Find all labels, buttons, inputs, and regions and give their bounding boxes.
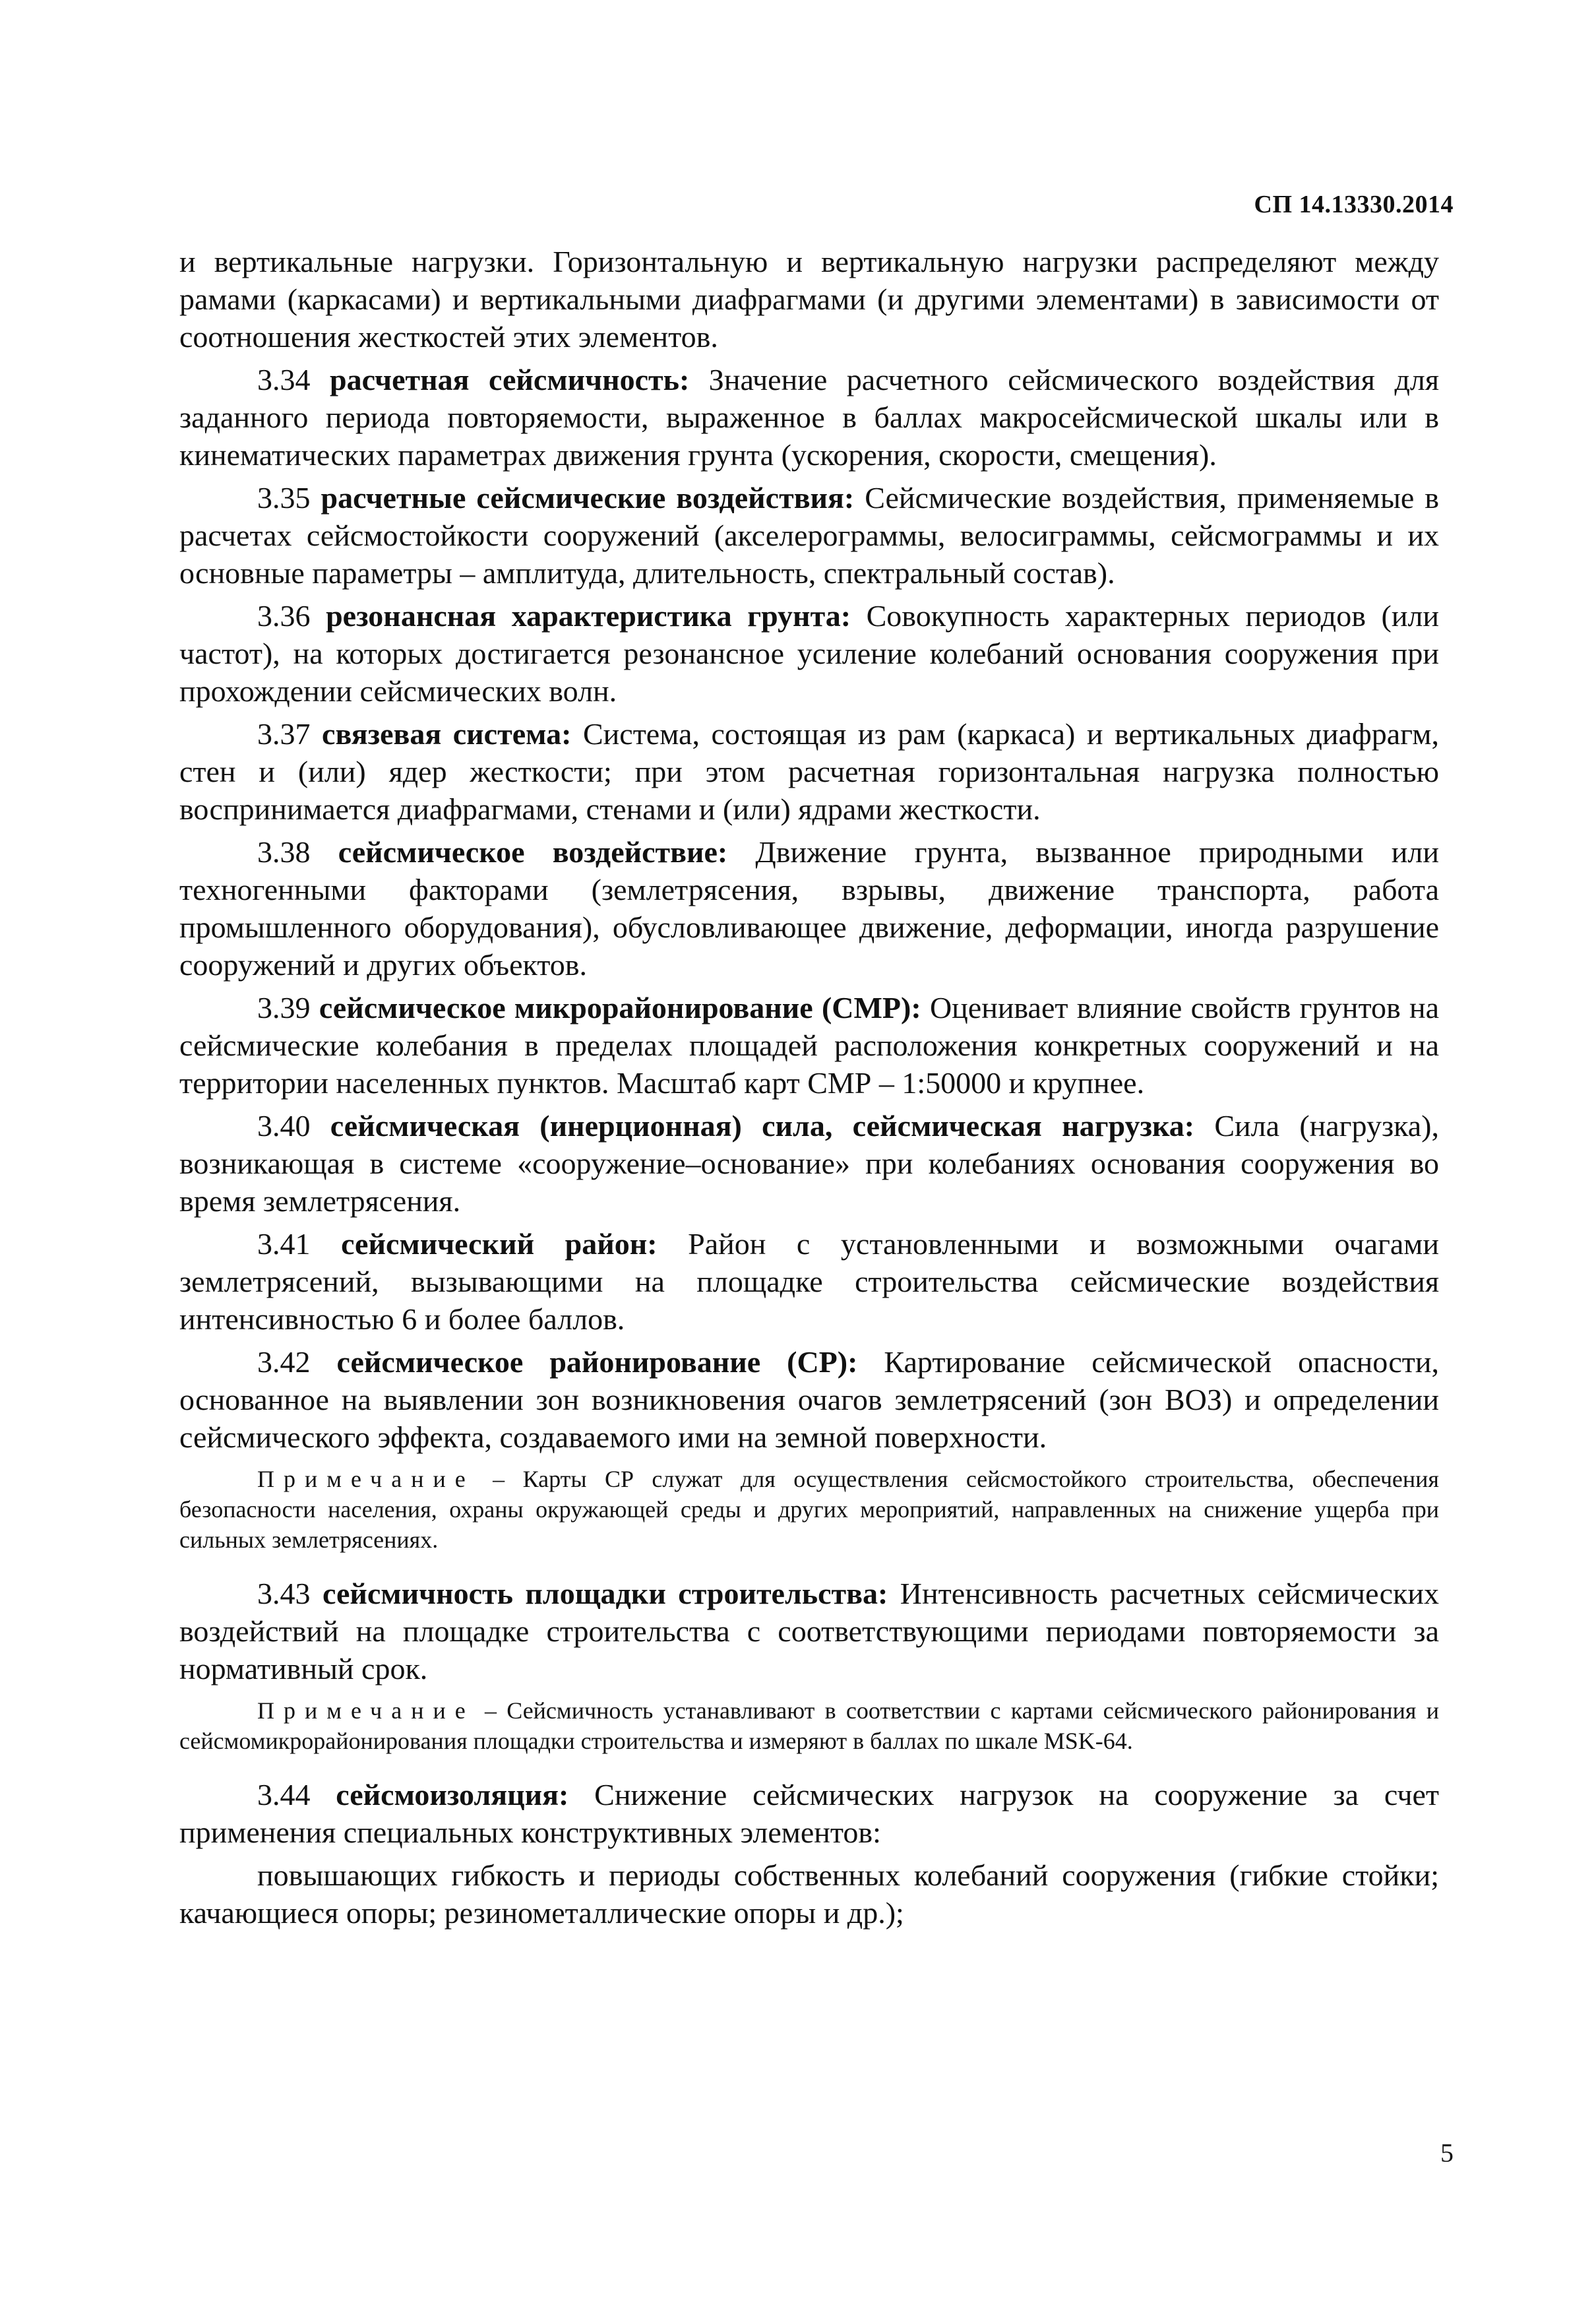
definition-3-39 (179, 989, 1439, 1102)
definition-term: сейсмоизоляция: (336, 1778, 569, 1811)
note-label: Примечание (257, 1466, 475, 1492)
note-label: Примечание (257, 1697, 475, 1724)
definition-text: Картирование сейсмической опасности, основанное на выявлении зон возникновения очагов землетрясений (зон ВОЗ) и определении сейсмического эффекта, создаваемого ими на земной поверхности. (179, 1345, 1439, 1454)
definition-term: сейсмичность площадки строительства: (322, 1577, 888, 1610)
document-body (179, 243, 1439, 1937)
definition-text: Движение грунта, вызванное природными или техногенными факторами (землетрясения, взрывы, движение транспорта, работа промышленного оборудования), обусловливающее движение, деформации, иногда разрушение сооружений и других объектов. (179, 835, 1440, 982)
definition-text: Совокупность характерных периодов (или частот), на которых достигается резонансное усиление колебаний основания сооружения при прохождении сейсмических волн. (179, 599, 1440, 708)
definition-3-38 (179, 833, 1439, 984)
definition-text: Район с установленными и возможными очагами землетрясений, вызывающими на площадке строительства сейсмические воздействия интенсивностью 6 и более баллов. (179, 1227, 1440, 1336)
definition-term: сейсмическое микрорайонирование (СМР): (319, 991, 921, 1024)
definition-term: сейсмическое воздействие: (338, 835, 728, 869)
definition-3-42 (179, 1343, 1439, 1456)
definition-term: расчетные сейсмические воздействия: (321, 481, 855, 515)
definition-number: 3.35 (257, 481, 321, 515)
definition-number: 3.36 (257, 599, 326, 633)
definition-term: сейсмическая (инерционная) сила, сейсмическая нагрузка: (330, 1109, 1195, 1143)
definition-3-41 (179, 1225, 1439, 1338)
definition-text: Система, состоящая из рам (каркаса) и вертикальных диафрагм, стен и (или) ядер жесткости; при этом расчетная горизонтальная нагрузка полностью воспринимается диафрагмами, стенами и (или) ядрами жесткости. (179, 717, 1440, 826)
definition-number: 3.42 (257, 1345, 337, 1379)
definition-text: Сила (нагрузка), возникающая в системе «сооружение–основание» при колебаниях основания сооружения во время землетрясения. (179, 1109, 1439, 1218)
definition-text: Значение расчетного сейсмического воздействия для заданного периода повторяемости, выраженное в баллах макросейсмической шкалы или в кинематических параметрах движения грунта (ускорения, скорости, смещения). (179, 363, 1440, 472)
document-code-header: СП 14.13330.2014 (1254, 191, 1454, 218)
list-item-paragraph: повышающих гибкость и периоды собственных колебаний сооружения (гибкие стойки; качающиеся опоры; резинометаллические опоры и др.); (179, 1858, 1439, 1930)
definition-number: 3.44 (257, 1778, 336, 1811)
definition-3-40 (179, 1107, 1439, 1220)
definition-text: Снижение сейсмических нагрузок на сооружение за счет применения специальных конструктивных элементов: (179, 1778, 1439, 1849)
definition-3-43 (179, 1575, 1439, 1687)
definition-3-37 (179, 715, 1439, 828)
page-number: 5 (1440, 2138, 1454, 2168)
definition-number: 3.43 (257, 1577, 322, 1610)
note-text: – Карты СР служат для осуществления сейсмостойкого строительства, обеспечения безопасности населения, охраны окружающей среды и других мероприятий, направленных на снижение ущерба при сильных землетрясениях. (179, 1466, 1439, 1553)
definition-3-44 (179, 1776, 1439, 1851)
definition-term: сейсмическое районирование (СР): (336, 1345, 858, 1379)
note-3-42 (179, 1464, 1439, 1555)
definition-number: 3.38 (257, 835, 338, 869)
definition-term: связевая система: (322, 717, 572, 751)
definition-number: 3.37 (257, 717, 322, 751)
definition-text: Интенсивность расчетных сейсмических воздействий на площадке строительства с соответствующими периодами повторяемости за нормативный срок. (179, 1577, 1440, 1685)
definition-term: расчетная сейсмичность: (330, 363, 690, 396)
note-3-43 (179, 1695, 1439, 1756)
definition-number: 3.34 (257, 363, 330, 396)
definition-number: 3.41 (257, 1227, 342, 1261)
definition-term: сейсмический район: (341, 1227, 658, 1261)
definition-number: 3.39 (257, 991, 319, 1024)
definition-3-34 (179, 361, 1439, 474)
definition-text: Сейсмические воздействия, применяемые в расчетах сейсмостойкости сооружений (акселерограммы, велосиграммы, сейсмограммы и их основные параметры – амплитуда, длительность, спектральный состав). (179, 481, 1439, 590)
definition-number: 3.40 (257, 1109, 330, 1143)
note-text: – Сейсмичность устанавливают в соответствии с картами сейсмического районирования и сейсмомикрорайонирования площадки строительства и измеряют в баллах по шкале MSK-64. (179, 1697, 1439, 1754)
definition-3-35 (179, 479, 1439, 592)
paragraph-continuation: и вертикальные нагрузки. Горизонтальную и вертикальную нагрузки распределяют между рамами (каркасами) и вертикальными диафрагмами (и другими элементами) в зависимости от соотношения жесткостей этих элементов. (179, 245, 1439, 354)
definition-term: резонансная характеристика грунта: (326, 599, 851, 633)
definition-text: Оценивает влияние свойств грунтов на сейсмические колебания в пределах площадей расположения конкретных сооружений и на территории населенных пунктов. Масштаб карт СМР – 1:50000 и крупнее. (179, 991, 1440, 1100)
definition-3-36 (179, 597, 1439, 710)
